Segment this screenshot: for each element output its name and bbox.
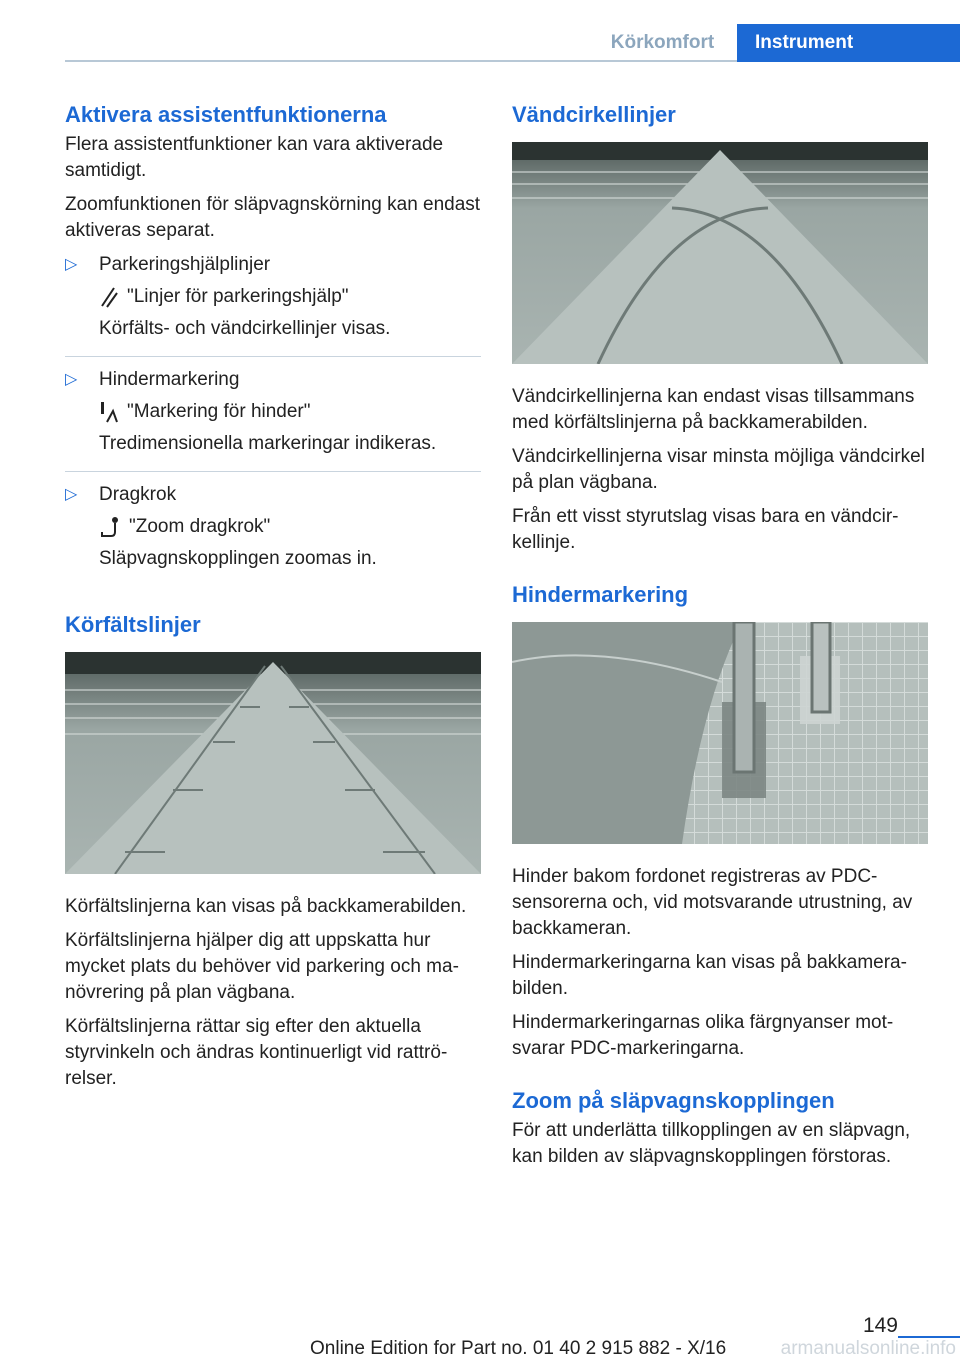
lane-lines-image (65, 652, 481, 874)
function-list (65, 252, 481, 586)
paragraph: Vändcirkellinjerna visar minsta möjliga vändcirkel på plan vägbana. (512, 446, 925, 493)
section-title-vandcirkellinjer: Vändcirkellinjer (512, 102, 676, 127)
page-number: 149 (862, 1314, 898, 1337)
list-item-desc: Körfälts- och vändcirkellinjer visas. (99, 318, 391, 339)
paragraph: Flera assistentfunktioner kan vara aktiverade samtidigt. (65, 134, 444, 181)
paragraph: Hindermarkeringarna kan visas på bakkamerabilden. (512, 952, 907, 999)
menu-line (99, 284, 481, 310)
menu-line (99, 399, 481, 425)
list-item-title: Parkeringshjälplinjer (99, 254, 271, 275)
menu-line (99, 514, 481, 540)
list-item-title: Dragkrok (99, 484, 177, 505)
left-column (65, 100, 481, 1100)
paragraph: För att underlätta tillkopplingen av en släpvagn, kan bilden av släpvagnskopplingen förstoras. (512, 1120, 911, 1167)
triangle-bullet-icon: ▷ (65, 371, 78, 388)
right-column (512, 100, 928, 1178)
parking-lines-icon (99, 286, 119, 308)
paragraph: Hinder bakom fordonet registreras av PDC-sensorerna och, vid motsvarande utrustning, av backkameran. (512, 866, 913, 939)
section-title-hindermarkering: Hindermarkering (512, 582, 689, 607)
list-item-desc: Tredimensionella markeringar indikeras. (99, 433, 437, 454)
paragraph: Hindermarkeringarnas olika färgnyanser motsvarar PDC-markeringarna. (512, 1012, 894, 1059)
obstacle-marking-image (512, 622, 928, 844)
list-item-title: Hindermarkering (99, 369, 240, 390)
list-item-desc: Släpvagnskopplingen zoomas in. (99, 548, 377, 569)
tow-hook-icon (99, 516, 121, 538)
header-tab-instrument[interactable]: Instrument (737, 24, 960, 62)
turning-circle-image (512, 142, 928, 364)
paragraph: Zoomfunktionen för släpvagnskörning kan endast aktiveras separat. (65, 194, 481, 241)
paragraph: Vändcirkellinjerna kan endast visas tillsammans med körfältslinjerna på backkamerabilden. (512, 386, 915, 433)
edition-text: Online Edition for Part no. 01 40 2 915 882 - X/16 (310, 1338, 727, 1359)
list-item-hindermarkering (65, 367, 481, 472)
paragraph: Körfältslinjerna rättar sig efter den aktuella styrvinkeln och ändras kontinuerligt vid rattrörelser. (65, 1016, 448, 1089)
menu-label: "Zoom dragkrok" (129, 516, 271, 537)
paragraph: Körfältslinjerna hjälper dig att uppskatta hur mycket plats du behöver vid parkering och manövrering på plan vägbana. (65, 930, 459, 1003)
menu-label: "Markering för hinder" (127, 401, 311, 422)
paragraph: Körfältslinjerna kan visas på backkamerabilden. (65, 896, 467, 917)
triangle-bullet-icon: ▷ (65, 256, 78, 273)
menu-label: "Linjer för parkeringshjälp" (127, 286, 349, 307)
section-title-zoom: Zoom på släpvagnskopplingen (512, 1088, 835, 1113)
watermark: armanualsonline.info (780, 1338, 956, 1359)
section-title-korfaltslinjer: Körfältslinjer (65, 612, 201, 637)
list-item-parkeringshjalplinjer (65, 252, 481, 357)
paragraph: Från ett visst styrutslag visas bara en vändcirkellinje. (512, 506, 899, 553)
header-tab-korkomfort[interactable]: Körkomfort (610, 32, 715, 53)
obstacle-marking-icon (99, 401, 119, 423)
list-item-dragkrok (65, 482, 481, 586)
section-title-aktivera: Aktivera assistentfunktionerna (65, 102, 387, 127)
triangle-bullet-icon: ▷ (65, 486, 78, 503)
